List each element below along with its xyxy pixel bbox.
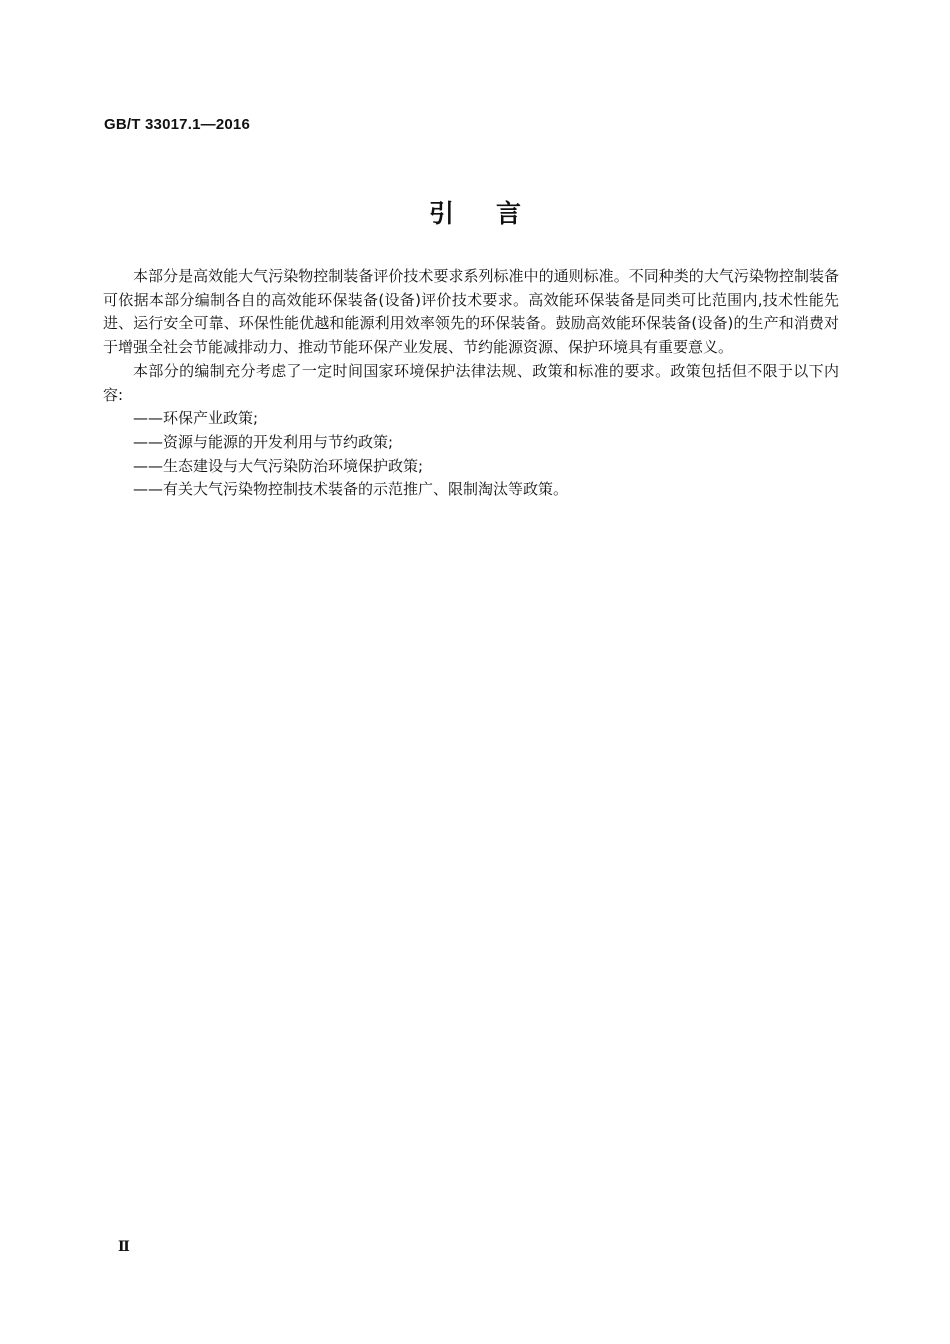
page-number: Ⅱ (118, 1240, 130, 1255)
list-item-resource-policy: ——资源与能源的开发利用与节约政策; (133, 432, 394, 451)
section-title: 引言 (428, 199, 563, 228)
list-item-technology-policy: ——有关大气污染物控制技术装备的示范推广、限制淘汰等政策。 (133, 480, 569, 499)
paragraph-intro: 本部分是高效能大气污染物控制装备评价技术要求系列标准中的通则标准。不同种类的大气污染物控制装备可依据本部分编制各自的高效能环保装备(设备)评价技术要求。高效能环保装备是同类可比范围内,技术性能先进、运行安全可靠、环保性能优越和能源利用效率领先的环保装备。鼓励高效能环保装备(设备)的生产和消费对于增强全社会节能减排动力、推动节能环保产业发展、节约能源资源、保护环境具有重要意义。 (103, 267, 839, 357)
body-text (103, 265, 839, 502)
paragraph-policy-basis: 本部分的编制充分考虑了一定时间国家环境保护法律法规、政策和标准的要求。政策包括但不限于以下内容: (103, 361, 839, 404)
standard-number: GB/T 33017.1—2016 (104, 116, 250, 133)
list-item-ecology-policy: ——生态建设与大气污染防治环境保护政策; (133, 456, 424, 475)
list-item-industry-policy: ——环保产业政策; (133, 409, 259, 428)
